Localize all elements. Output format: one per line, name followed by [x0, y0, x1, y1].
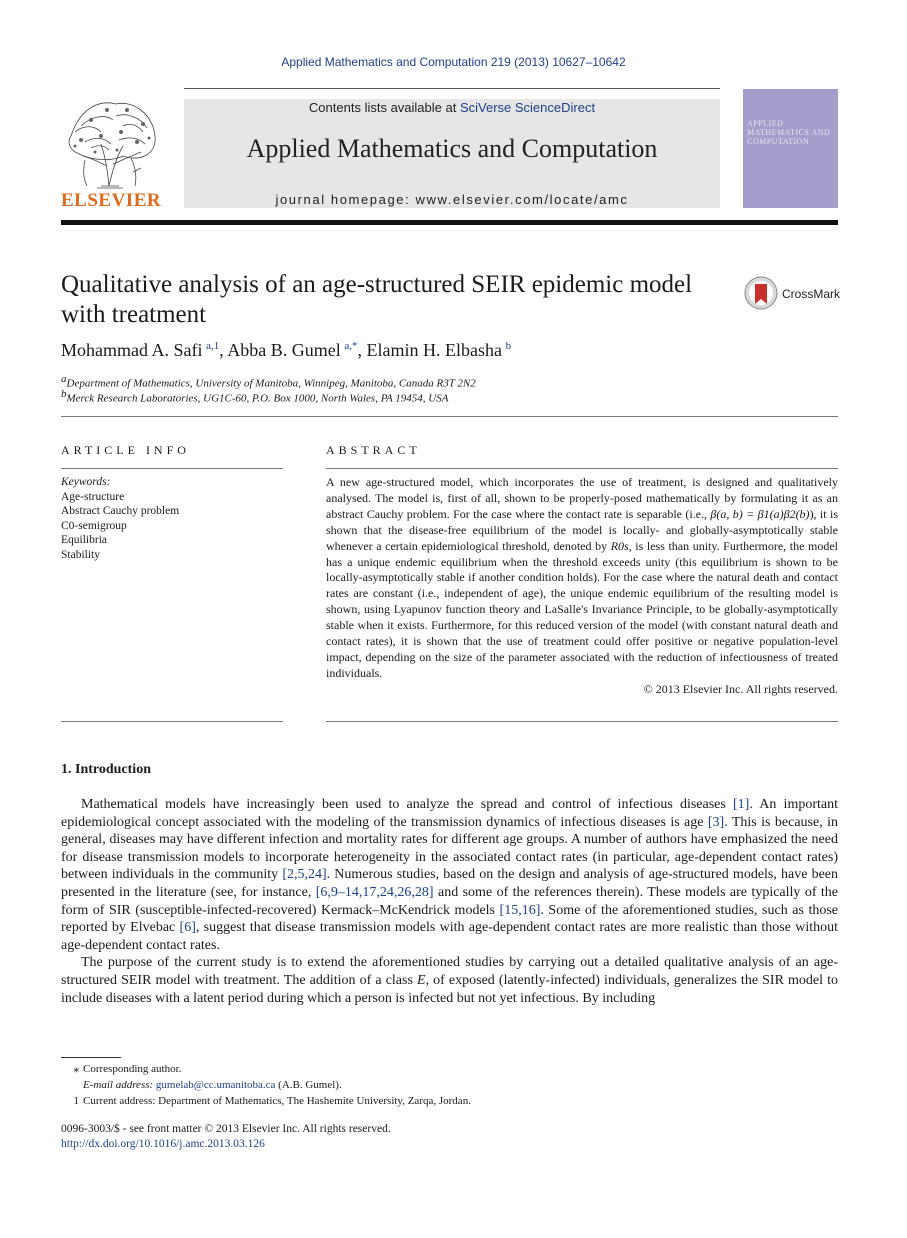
footnote-corresponding — [61, 1061, 838, 1077]
author-name: Elamin H. Elbasha — [366, 340, 502, 360]
text-run: . Numerous studies, based on the design and analysis of age-structured models, have been presented in the literature (see, for instance, — [61, 867, 838, 900]
sciencedirect-link[interactable]: SciVerse ScienceDirect — [459, 100, 596, 115]
footnote-email — [61, 1077, 838, 1093]
contents-prefix: Contents lists available at — [308, 100, 460, 115]
copyright-notice: © 2013 Elsevier Inc. All rights reserved. — [643, 681, 838, 696]
publisher-logo-text: ELSEVIER — [61, 190, 162, 211]
affiliation-text: Merck Research Laboratories, UG1C-60, P.O. Box 1000, North Wales, PA 19454, USA — [66, 392, 449, 405]
text-run: . An important epidemiological concept associated with the modeling of the transmission dynamics of infectious diseases is age — [61, 797, 838, 830]
contents-available-line — [184, 100, 720, 115]
header-thick-rule — [61, 220, 838, 225]
text-run: The purpose of the current study is to extend the aforementioned studies by carrying out a detailed qualitative analysis of an age-structured SEIR model with treatment. The addition of a class — [61, 955, 838, 988]
crossmark-label[interactable]: CrossMark — [782, 287, 841, 301]
footnotes — [61, 1061, 838, 1109]
footnote-text: Current address: Department of Mathematics, The Hashemite University, Zarqa, Jordan. — [83, 1095, 471, 1107]
author-affiliation-mark[interactable]: a,1 — [206, 340, 220, 352]
author-affiliation-mark[interactable]: b — [505, 340, 512, 352]
abstract-part: A new age-structured model, which incorporates the use of treatment, is designed and qualitatively analysed. The model is, first of all, shown to be properly-posed mathematically by formulating it as an abstract Cauchy problem. For the case where the contact rate is separable (i.e., — [326, 475, 838, 521]
text-run: . This is because, in general, diseases may have different infection and mortality rates for different age groups. A number of authors have emphasized the need for disease transmission models to incorporate heterogeneity in the associated contact rates (in particular, age-dependent contact rates) between individuals in the community — [61, 814, 838, 883]
keywords-block — [61, 475, 283, 562]
divider — [61, 416, 838, 417]
author-name: Abba B. Gumel — [227, 340, 341, 360]
footnote-text: Corresponding author. — [83, 1063, 182, 1075]
citation-link[interactable]: [15,16] — [499, 902, 541, 918]
keyword: Equilibria — [61, 534, 107, 546]
author-list: Mohammad A. Safi $^{a,1}$, Abba B. Gumel $^{a,*}$, Elamin H. Elbasha $^b$ — [61, 340, 512, 360]
journal-homepage[interactable]: journal homepage: www.elsevier.com/locate/amc — [275, 192, 629, 207]
author-name: Mohammad A. Safi — [61, 340, 203, 360]
cover-title: APPLIED MATHEMATICS AND COMPUTATION — [747, 119, 831, 146]
email-label: E-mail address: — [83, 1079, 156, 1091]
header-rule — [184, 88, 720, 89]
affiliation-text: Department of Mathematics, University of Manitoba, Winnipeg, Manitoba, Canada R3T 2N2 — [66, 377, 476, 390]
keywords-label: Keywords: — [61, 476, 111, 488]
abstract-part: ), it is shown that the disease-free equilibrium of the model is locally- and globally-asymptotically stable whenever a certain epidemiological threshold, denoted by — [326, 506, 838, 553]
abstract-text — [326, 475, 838, 698]
divider — [326, 468, 838, 469]
body-text — [61, 796, 838, 1007]
affiliation-b: $^b$Merck Research Laboratories, UG1C-60, P.O. Box 1000, North Wales, PA 19454, USA — [61, 388, 449, 405]
citation-link[interactable]: [6,9–14,17,24,26,28] — [315, 884, 434, 900]
footnote-mark: ⁎ — [73, 1063, 79, 1075]
abstract-heading: ABSTRACT — [326, 443, 421, 457]
text-run: Mathematical models have increasingly been used to analyze the spread and control of infectious diseases — [81, 797, 734, 812]
issn-line: 0096-3003/$ - see front matter © 2013 Elsevier Inc. All rights reserved. — [61, 1123, 391, 1135]
divider — [61, 721, 283, 722]
keyword: Stability — [61, 548, 100, 561]
article-info-heading: ARTICLE INFO — [61, 443, 190, 457]
footnote-rule — [61, 1057, 121, 1058]
footnote-mark: 1 — [73, 1095, 79, 1107]
citation-link[interactable]: [3] — [707, 814, 725, 830]
email-link[interactable]: gumelab@cc.umanitoba.ca — [155, 1079, 276, 1091]
math-symbol: E — [417, 972, 426, 988]
citation-link[interactable]: [6] — [179, 920, 196, 936]
doi-link[interactable]: http://dx.doi.org/10.1016/j.amc.2013.03.126 — [61, 1138, 265, 1150]
keyword: Age-structure — [61, 490, 125, 503]
citation-link[interactable]: [1] — [733, 797, 750, 812]
paragraph — [61, 954, 838, 1007]
section-heading: 1. Introduction — [61, 762, 151, 777]
divider — [61, 468, 283, 469]
crossmark-icon[interactable] — [744, 276, 780, 312]
keyword: Abstract Cauchy problem — [61, 505, 180, 517]
text-run: . Some of the aforementioned studies, such as those reported by Elvebac — [61, 902, 838, 936]
author-affiliation-mark[interactable]: a,* — [344, 340, 358, 352]
footnote-current-address — [61, 1093, 838, 1109]
text-run: , suggest that disease transmission models with age-dependent contact rates are more realistic than those without age-dependent contact rates. — [61, 920, 838, 953]
citation-link[interactable]: [2,5,24] — [282, 867, 327, 883]
abstract-part: , is less than unity. Furthermore, the model has a unique endemic equilibrium when the threshold exceeds unity (this equilibrium is shown to be locally-asymptotically stable if another condition holds). For the case where the natural death and contact rates are constant (i.e., independent of age), the unique endemic equilibrium of the resulting model is shown, using Lyapunov function theory and LaSalle's Invariance Principle, to be globally-asymptotically stable when it exists. Furthermore, for this reduced version of the model (with constant natural death and contact rates), it is shown that the use of treatment could offer positive or negative population-level impact, depending on the size of the parameter associated with the reduction of infectiousness of treated individuals. — [326, 538, 838, 680]
affiliation-a: $^a$Department of Mathematics, University of Manitoba, Winnipeg, Manitoba, Canada R3T 2N2 — [61, 373, 476, 390]
issn-block — [61, 1122, 391, 1152]
keyword: C0-semigroup — [61, 519, 127, 532]
divider — [326, 721, 838, 722]
math-expression: β(a, b) = β1(a)β2(b) — [710, 506, 810, 521]
math-expression: R0s — [610, 538, 629, 553]
text-run: , of exposed (latently-infected) individuals, generalizes the SIR model to include diseases with a latent period during which a person is infected but not yet infectious. By including — [61, 972, 838, 1006]
journal-cover-thumbnail — [743, 89, 838, 208]
paragraph — [61, 796, 838, 954]
journal-title: Applied Mathematics and Computation — [246, 134, 658, 163]
journal-citation[interactable]: Applied Mathematics and Computation 219 (2013) 10627–10642 — [281, 55, 626, 69]
email-suffix: (A.B. Gumel). — [275, 1079, 342, 1091]
text-run: and some of the references therein). These models are typically of the form of SIR (susceptible-infected-recovered) Kermack–McKendrick models — [61, 884, 838, 918]
article-title: Qualitative analysis of an age-structured SEIR epidemic model with treatment — [61, 271, 693, 328]
